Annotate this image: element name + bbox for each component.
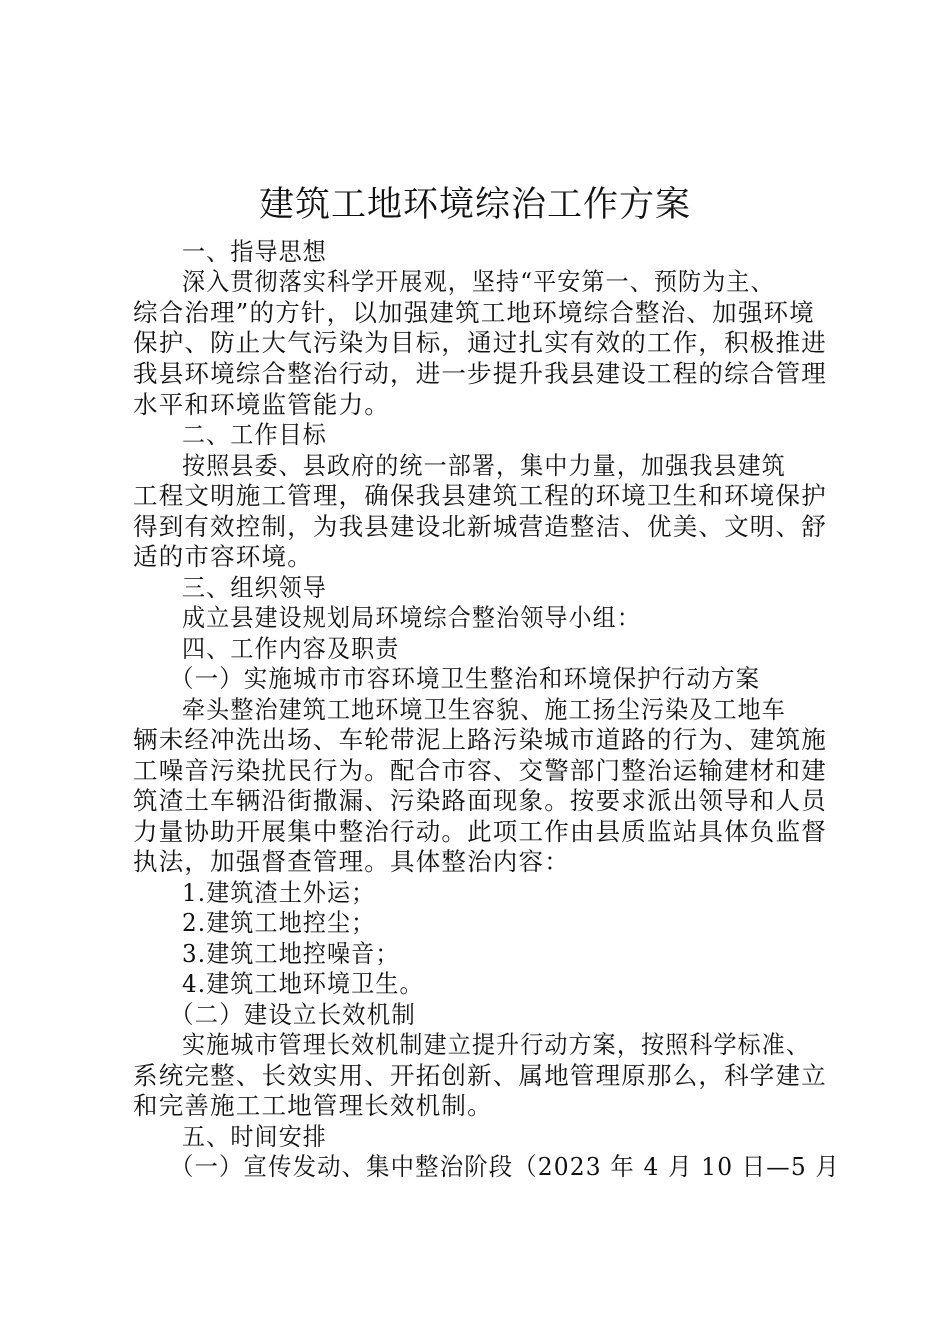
heading-work-goals: 二、工作目标 bbox=[182, 420, 327, 449]
paragraph-line: 牵头整治建筑工地环境卫生容貌、施工扬尘污染及工地车 bbox=[182, 695, 786, 724]
paragraph-line: 深入贯彻落实科学开展观，坚持“平安第一、预防为主、 bbox=[182, 267, 775, 296]
heading-organization: 三、组织领导 bbox=[182, 573, 327, 602]
list-item: 4.建筑工地环境卫生。 bbox=[182, 969, 424, 998]
paragraph-line: 力量协助开展集中整治行动。此项工作由县质监站具体负监督 bbox=[133, 817, 827, 846]
document-title: 建筑工地环境综治工作方案 bbox=[258, 185, 691, 225]
paragraph-line: 和完善施工工地管理长效机制。 bbox=[133, 1091, 493, 1120]
list-item: 3.建筑工地控噪音； bbox=[182, 939, 400, 968]
subheading-phase-one: （一）宣传发动、集中整治阶段（2023 年 4 月 10 日—5 月 bbox=[170, 1152, 840, 1181]
paragraph-line: 工程文明施工管理，确保我县建筑工程的环境卫生和环境保护 bbox=[133, 481, 827, 510]
paragraph-line: 辆未经冲洗出场、车轮带泥上路污染城市道路的行为、建筑施 bbox=[133, 725, 827, 754]
paragraph-line: 得到有效控制，为我县建设北新城营造整洁、优美、文明、舒 bbox=[133, 512, 827, 541]
subheading-action-plan: （一）实施城市市容环境卫生整治和环境保护行动方案 bbox=[170, 664, 761, 693]
heading-work-content: 四、工作内容及职责 bbox=[182, 634, 400, 663]
heading-schedule: 五、时间安排 bbox=[182, 1122, 327, 1151]
paragraph-line: 适的市容环境。 bbox=[133, 542, 313, 571]
subheading-long-term-mechanism: （二）建设立长效机制 bbox=[170, 1000, 416, 1029]
paragraph-line: 筑渣土车辆沿街撒漏、污染路面现象。按要求派出领导和人员 bbox=[133, 786, 827, 815]
heading-guiding-ideology: 一、指导思想 bbox=[182, 237, 327, 266]
paragraph-line: 综合治理”的方针，以加强建筑工地环境综合整治、加强环境 bbox=[133, 298, 815, 327]
paragraph-line: 执法，加强督查管理。具体整治内容： bbox=[133, 847, 570, 876]
paragraph-line: 保护、防止大气污染为目标，通过扎实有效的工作，积极推进 bbox=[133, 328, 827, 357]
list-item: 1.建筑渣土外运； bbox=[182, 878, 376, 907]
paragraph-line: 工噪音污染扰民行为。配合市容、交警部门整治运输建材和建 bbox=[133, 756, 827, 785]
paragraph-line: 水平和环境监管能力。 bbox=[133, 390, 390, 419]
paragraph-line: 实施城市管理长效机制建立提升行动方案，按照科学标准、 bbox=[182, 1030, 811, 1059]
list-item: 2.建筑工地控尘； bbox=[182, 908, 376, 937]
paragraph-line: 按照县委、县政府的统一部署，集中力量，加强我县建筑 bbox=[182, 451, 786, 480]
paragraph-line: 系统完整、长效实用、开拓创新、属地管理原那么，科学建立 bbox=[133, 1061, 827, 1090]
paragraph-line: 我县环境综合整治行动，进一步提升我县建设工程的综合管理 bbox=[133, 359, 827, 388]
paragraph-line: 成立县建设规划局环境综合整治领导小组： bbox=[182, 603, 642, 632]
